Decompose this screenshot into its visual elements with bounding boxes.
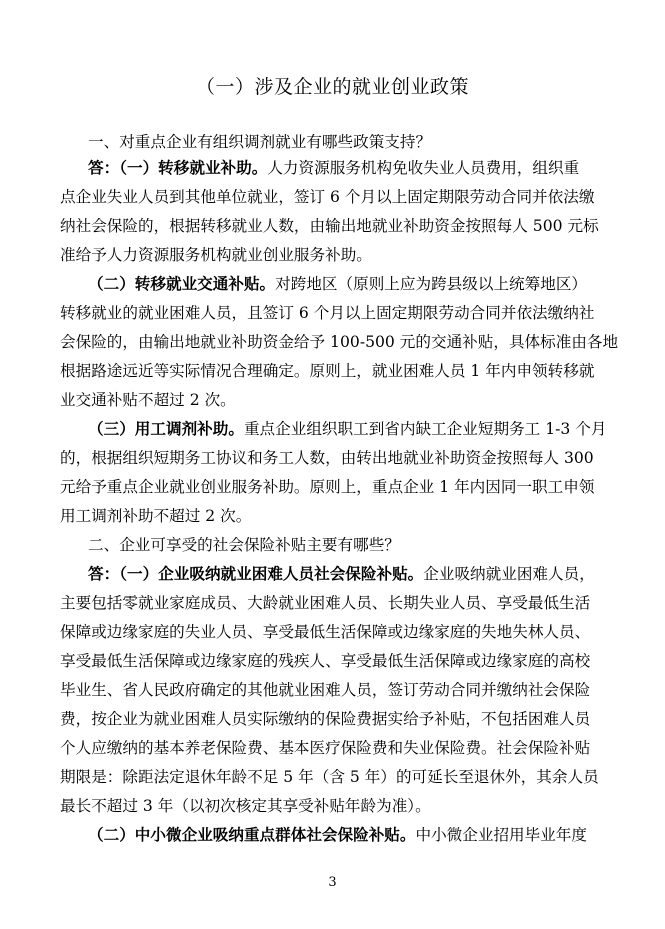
paragraph-1-lead: 答：（一）转移就业补助。 — [88, 158, 268, 177]
paragraph-3-lead: （三）用工调剂补助。 — [88, 419, 244, 438]
paragraph-2-line-1: （二）转移就业交通补贴。对跨地区（原则上应为跨县级以上统筹地区） — [88, 274, 588, 293]
paragraph-2-line-3: 会保险的，由输出地就业补助资金给予 100-500 元的交通补贴，具体标准由各地 — [60, 333, 619, 351]
paragraph-5-lead: （二）中小微企业吸纳重点群体社会保险补贴。 — [88, 825, 416, 844]
paragraph-3-line-2: 的，根据组织短期务工协议和务工人数，由转出地就业补助资金按照每人 300 — [60, 449, 594, 467]
question-1: 一、对重点企业有组织调剂就业有哪些政策支持？ — [88, 133, 432, 151]
paragraph-4-line-4: 享受最低生活保障或边缘家庭的残疾人、享受最低生活保障或边缘家庭的高校 — [60, 652, 591, 670]
section-title: （一）涉及企业的就业创业政策 — [195, 76, 469, 98]
paragraph-1-line-4: 准给予人力资源服务机构就业创业服务补助。 — [60, 246, 372, 264]
paragraph-1-line-3: 纳社会保险的，根据转移就业人数，由输出地就业补助资金按照每人 500 元标 — [60, 217, 599, 235]
paragraph-5-line-1: （二）中小微企业吸纳重点群体社会保险补贴。中小微企业招用毕业年度 — [88, 825, 588, 844]
paragraph-2-line-5: 业交通补贴不超过 2 次。 — [60, 391, 236, 409]
paragraph-3-line-3: 元给予重点企业就业创业服务补助。原则上，重点企业 1 年内因同一职工申领 — [60, 478, 595, 496]
paragraph-4-line-6: 费，按企业为就业困难人员实际缴纳的保险费据实给予补贴，不包括困难人员 — [60, 710, 591, 728]
paragraph-2-line-2: 转移就业的就业困难人员，且签订 6 个月以上固定期限劳动合同并依法缴纳社 — [60, 304, 595, 322]
paragraph-4-line-5: 毕业生、省人民政府确定的其他就业困难人员，签订劳动合同并缴纳社会保险 — [60, 681, 591, 699]
paragraph-3-line-4: 用工调剂补助不超过 2 次。 — [60, 507, 252, 525]
paragraph-4-line-9: 最长不超过 3 年（以初次核定其享受补贴年龄为准）。 — [60, 797, 431, 815]
paragraph-4-line-8: 期限是：除距法定退休年龄不足 5 年（含 5 年）的可延长至退休外，其余人员 — [60, 768, 599, 786]
paragraph-1-line-2: 点企业失业人员到其他单位就业，签订 6 个月以上固定期限劳动合同并依法缴 — [60, 188, 595, 206]
paragraph-2-line-4: 根据路途远近等实际情况合理确定。原则上，就业困难人员 1 年内申领转移就 — [60, 362, 595, 380]
paragraph-4-line-7: 个人应缴纳的基本养老保险费、基本医疗保险费和失业保险费。社会保险补贴 — [60, 739, 591, 757]
paragraph-3-line-1: （三）用工调剂补助。重点企业组织职工到省内缺工企业短期务工 1-3 个月 — [88, 419, 607, 438]
paragraph-4-line-3: 保障或边缘家庭的失业人员、享受最低生活保障或边缘家庭的失地失林人员、 — [60, 623, 591, 641]
paragraph-1-line-1: 答：（一）转移就业补助。人力资源服务机构免收失业人员费用，组织重 — [88, 158, 580, 177]
paragraph-4-line-1: 答：（一）企业吸纳就业困难人员社会保险补贴。企业吸纳就业困难人员， — [88, 564, 595, 583]
page-number: 3 — [328, 875, 337, 890]
question-2: 二、企业可享受的社会保险补贴主要有哪些？ — [88, 536, 400, 554]
paragraph-4-line-2: 主要包括零就业家庭成员、大龄就业困难人员、长期失业人员、享受最低生活 — [60, 594, 591, 612]
paragraph-4-lead: 答：（一）企业吸纳就业困难人员社会保险补贴。 — [88, 564, 424, 583]
paragraph-2-lead: （二）转移就业交通补贴。 — [88, 274, 276, 293]
